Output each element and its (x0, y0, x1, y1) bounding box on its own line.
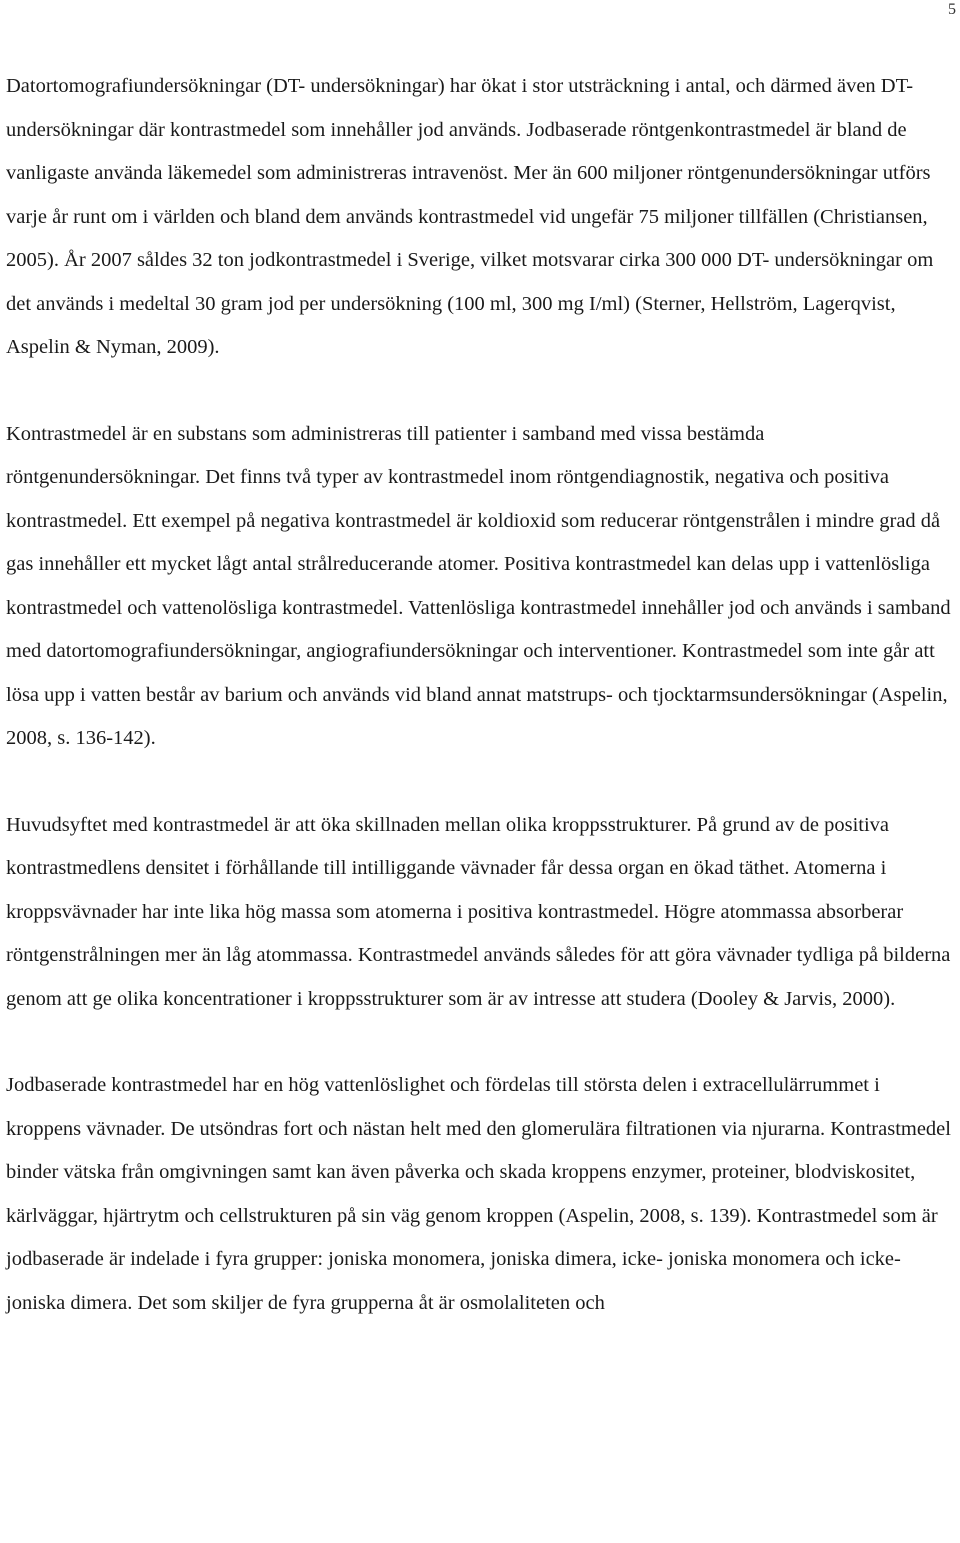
paragraph-contrast-types: Kontrastmedel är en substans som administreras till patienter i samband med vissa bestämda röntgenundersökningar. Det finns två typer av kontrastmedel inom röntgendiagnostik, negativa och positiva kontrastmedel. Ett exempel på negativa kontrastmedel är koldioxid som reducerar röntgenstrålen i mindre grad då gas innehåller ett mycket lågt antal strålreducerande atomer. Positiva kontrastmedel kan delas upp i vattenlösliga kontrastmedel och vattenolösliga kontrastmedel. Vattenlösliga kontrastmedel innehåller jod och används i samband med datortomografiundersökningar, angiografiundersökningar och interventioner. Kontrastmedel som inte går att lösa upp i vatten består av barium och används vid bland annat matstrups- och tjocktarmsundersökningar (Aspelin, 2008, s. 136-142). (6, 422, 951, 749)
paragraph-dt-usage: Datortomografiundersökningar (DT- undersökningar) har ökat i stor utsträckning i antal, och därmed även DT- undersökningar där kontrastmedel som innehåller jod används. Jodbaserade röntgenkontrastmedel är bland de vanligaste använda läkemedel som administreras intravenöst. Mer än 600 miljoner röntgenundersökningar utförs varje år runt om i världen och bland dem används kontrastmedel vid ungefär 75 miljoner tillfällen (Christiansen, 2005). År 2007 såldes 32 ton jodkontrastmedel i Sverige, vilket motsvarar cirka 300 000 DT- undersökningar om det används i medeltal 30 gram jod per undersökning (100 ml, 300 mg I/ml) (Sterner, Hellström, Lagerqvist, Aspelin & Nyman, 2009). (6, 75, 934, 358)
paragraph-iodine-based: Jodbaserade kontrastmedel har en hög vattenlöslighet och fördelas till största delen i extracellulärrummet i kroppens vävnader. De utsöndras fort och nästan helt med den glomerulära filtrationen via njurarna. Kontrastmedel binder vätska från omgivningen samt kan även påverka och skada kroppens enzymer, proteiner, blodviskositet, kärlväggar, hjärtrytm och cellstrukturen på sin väg genom kroppen (Aspelin, 2008, s. 139). Kontrastmedel som är jodbaserade är indelade i fyra grupper: joniska monomera, joniska dimera, icke- joniska monomera och icke- joniska dimera. Det som skiljer de fyra grupperna åt är osmolaliteten och (6, 1074, 951, 1314)
page-number: 5 (948, 1, 956, 18)
document-body (6, 65, 956, 1325)
paragraph-purpose: Huvudsyftet med kontrastmedel är att öka skillnaden mellan olika kroppsstrukturer. På grund av de positiva kontrastmedlens densitet i förhållande till intilliggande vävnader får dessa organ en ökad täthet. Atomerna i kroppsvävnader har inte lika hög massa som atomerna i positiva kontrastmedel. Högre atommassa absorberar röntgenstrålningen mer än låg atommassa. Kontrastmedel används således för att göra vävnader tydliga på bilderna genom att ge olika koncentrationer i kroppsstrukturer som är av intresse att studera (Dooley & Jarvis, 2000). (6, 813, 951, 1010)
